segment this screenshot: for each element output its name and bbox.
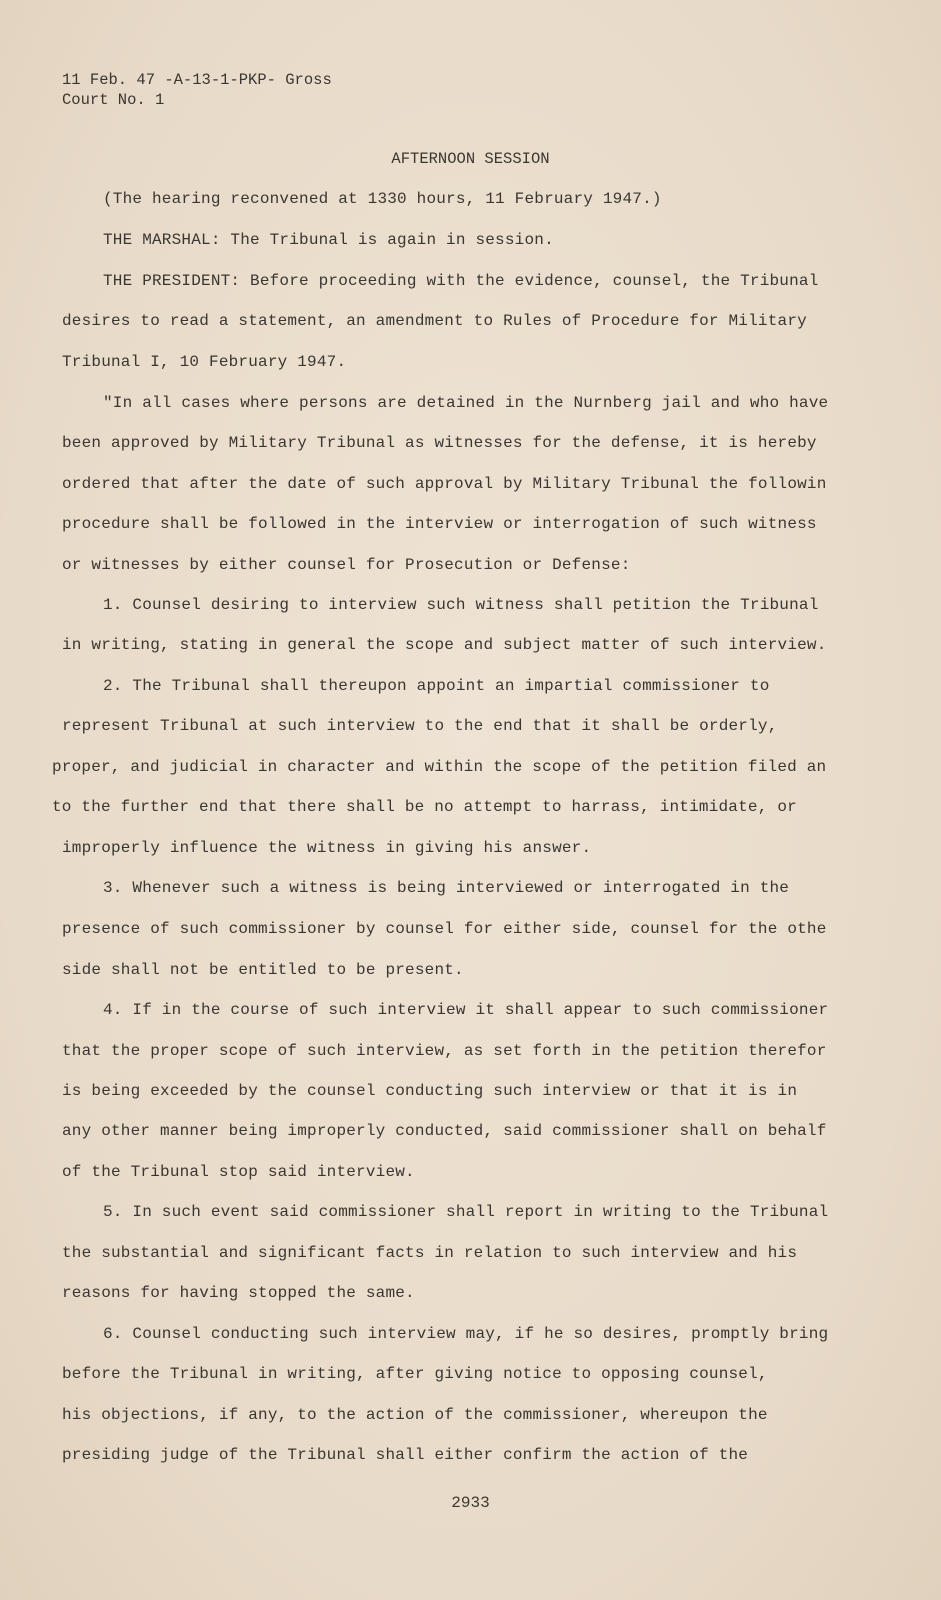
text-line: desires to read a statement, an amendment to Rules of Procedure for Military (62, 312, 807, 330)
text-line: improperly influence the witness in giving his answer. (62, 839, 592, 857)
header-date-reference: 11 Feb. 47 -A-13-1-PKP- Gross (62, 71, 332, 89)
text-line: 2. The Tribunal shall thereupon appoint an impartial commissioner to (103, 677, 770, 695)
text-line: Tribunal I, 10 February 1947. (62, 353, 347, 371)
text-line: before the Tribunal in writing, after giving notice to opposing counsel, (62, 1365, 768, 1383)
page-number: 2933 (451, 1494, 490, 1512)
text-line: reasons for having stopped the same. (62, 1284, 415, 1302)
text-line: the substantial and significant facts in relation to such interview and his (62, 1244, 798, 1262)
text-line: 6. Counsel conducting such interview may, if he so desires, promptly bring (103, 1325, 829, 1343)
text-line: represent Tribunal at such interview to the end that it shall be orderly, (62, 717, 778, 735)
text-line: procedure shall be followed in the interview or interrogation of such witness (62, 515, 817, 533)
text-line: is being exceeded by the counsel conducting such interview or that it is in (62, 1082, 798, 1100)
text-line: that the proper scope of such interview, as set forth in the petition therefor (62, 1042, 827, 1060)
text-line: "In all cases where persons are detained in the Nurnberg jail and who have (103, 394, 829, 412)
text-line: in writing, stating in general the scope and subject matter of such interview. (62, 636, 827, 654)
text-line: presiding judge of the Tribunal shall either confirm the action of the (62, 1446, 749, 1464)
text-line: ordered that after the date of such approval by Military Tribunal the followin (62, 475, 827, 493)
text-line: any other manner being improperly conducted, said commissioner shall on behalf (62, 1122, 827, 1140)
header-court-number: Court No. 1 (62, 91, 165, 109)
text-line: side shall not be entitled to be present. (62, 961, 464, 979)
text-line: 1. Counsel desiring to interview such witness shall petition the Tribunal (103, 596, 819, 614)
text-line: (The hearing reconvened at 1330 hours, 11 February 1947.) (103, 190, 662, 208)
text-line: been approved by Military Tribunal as witnesses for the defense, it is hereby (62, 434, 817, 452)
text-line: presence of such commissioner by counsel for either side, counsel for the othe (62, 920, 827, 938)
text-line: THE PRESIDENT: Before proceeding with the evidence, counsel, the Tribunal (103, 272, 819, 290)
document-header (62, 70, 332, 110)
text-line: 4. If in the course of such interview it shall appear to such commissioner (103, 1001, 829, 1019)
text-line: of the Tribunal stop said interview. (62, 1163, 415, 1181)
text-line: 5. In such event said commissioner shall report in writing to the Tribunal (103, 1203, 829, 1221)
text-line: or witnesses by either counsel for Prosecution or Defense: (62, 556, 631, 574)
session-title: AFTERNOON SESSION (391, 150, 550, 168)
text-line: THE MARSHAL: The Tribunal is again in session. (103, 231, 554, 249)
text-line: 3. Whenever such a witness is being interviewed or interrogated in the (103, 879, 790, 897)
text-line: his objections, if any, to the action of the commissioner, whereupon the (62, 1406, 768, 1424)
text-line: to the further end that there shall be no attempt to harrass, intimidate, or (52, 798, 797, 816)
text-line: proper, and judicial in character and within the scope of the petition filed an (52, 758, 827, 776)
